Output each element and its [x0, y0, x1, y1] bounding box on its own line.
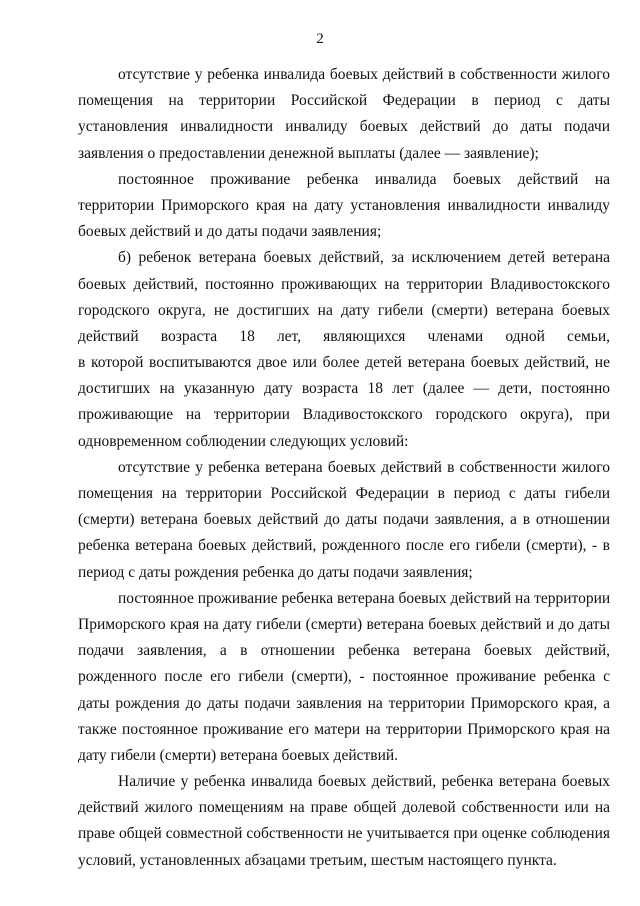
text-line: постоянное проживание ребенка ветерана боевых действий на территории [118, 589, 611, 607]
text-line: установления инвалидности инвалиду боевых действий до даты подачи [78, 118, 610, 136]
text-line: городского округа, не достигших на дату гибели (смерти) ветерана боевых [78, 301, 610, 319]
text-line: подачи заявления, а в отношении ребенка ветерана боевых действий, [78, 642, 610, 660]
text-line: Приморского края на дату гибели (смерти) ветерана боевых действий и до даты [78, 615, 610, 633]
text-line: помещения на территории Российской Федерации в период с даты гибели [78, 485, 610, 502]
page-number: 2 [316, 31, 324, 47]
text-line: отсутствие у ребенка инвалида боевых действий в собственности жилого [118, 66, 610, 83]
text-line: отсутствие у ребенка ветерана боевых действий в собственности жилого [118, 458, 610, 476]
text-line: заявления о предоставлении денежной выплаты (далее — заявление); [78, 144, 539, 162]
paragraph-6 [78, 769, 610, 874]
text-line: проживающие на территории Владивостокского городского округа), при [78, 406, 610, 424]
text-line: дату гибели (смерти) ветерана боевых действий. [78, 746, 399, 764]
text-line: также постоянное проживание его матери на территории Приморского края на [78, 720, 610, 738]
text-line: постоянное проживание ребенка инвалида боевых действий на [118, 170, 610, 188]
text-line: территории Приморского края на дату установления инвалидности инвалиду [78, 196, 610, 214]
text-line: праве общей совместной собственности не учитывается при оценке соблюдения [78, 825, 610, 843]
text-line: рожденного после его гибели (смерти), - постоянное проживание ребенка с [78, 668, 610, 686]
text-line: достигших на указанную дату возраста 18 лет (далее — дети, постоянно [78, 380, 610, 398]
text-line: Наличие у ребенка инвалида боевых действий, ребенка ветерана боевых [118, 773, 610, 791]
text-line: б) ребенок ветерана боевых действий, за исключением детей ветерана [118, 249, 610, 267]
text-line: боевых действий и до даты подачи заявления; [78, 223, 382, 241]
text-line: действий жилого помещениям на праве общей долевой собственности или на [78, 799, 610, 817]
text-line: период с даты рождения ребенка до даты подачи заявления; [78, 563, 473, 581]
text-line: действий возраста 18 лет, являющихся членами одной семьи, [78, 327, 610, 345]
text-line: боевых действий, постоянно проживающих на территории Владивостокского [78, 275, 610, 293]
text-line: ребенка ветерана боевых действий, рожденного после его гибели (смерти), - в [78, 537, 610, 555]
text-line: даты рождения до даты подачи заявления на территории Приморского края, а [78, 694, 610, 712]
text-line: в которой воспитываются двое или более детей ветерана боевых действий, не [78, 354, 610, 372]
paragraph-2 [78, 167, 610, 246]
paragraph-3 [78, 245, 610, 455]
paragraph-5 [78, 586, 610, 769]
paragraph-1 [78, 62, 610, 167]
text-line: помещения на территории Российской Федерации в период с даты [78, 92, 610, 110]
text-line: (смерти) ветерана боевых действий до даты подачи заявления, а в отношении [78, 511, 610, 529]
text-line: одновременном соблюдении следующих условий: [78, 432, 409, 450]
text-line: условий, установленных абзацами третьим, шестым настоящего пункта. [78, 851, 557, 869]
paragraph-4 [78, 455, 610, 586]
document-body [78, 62, 610, 874]
